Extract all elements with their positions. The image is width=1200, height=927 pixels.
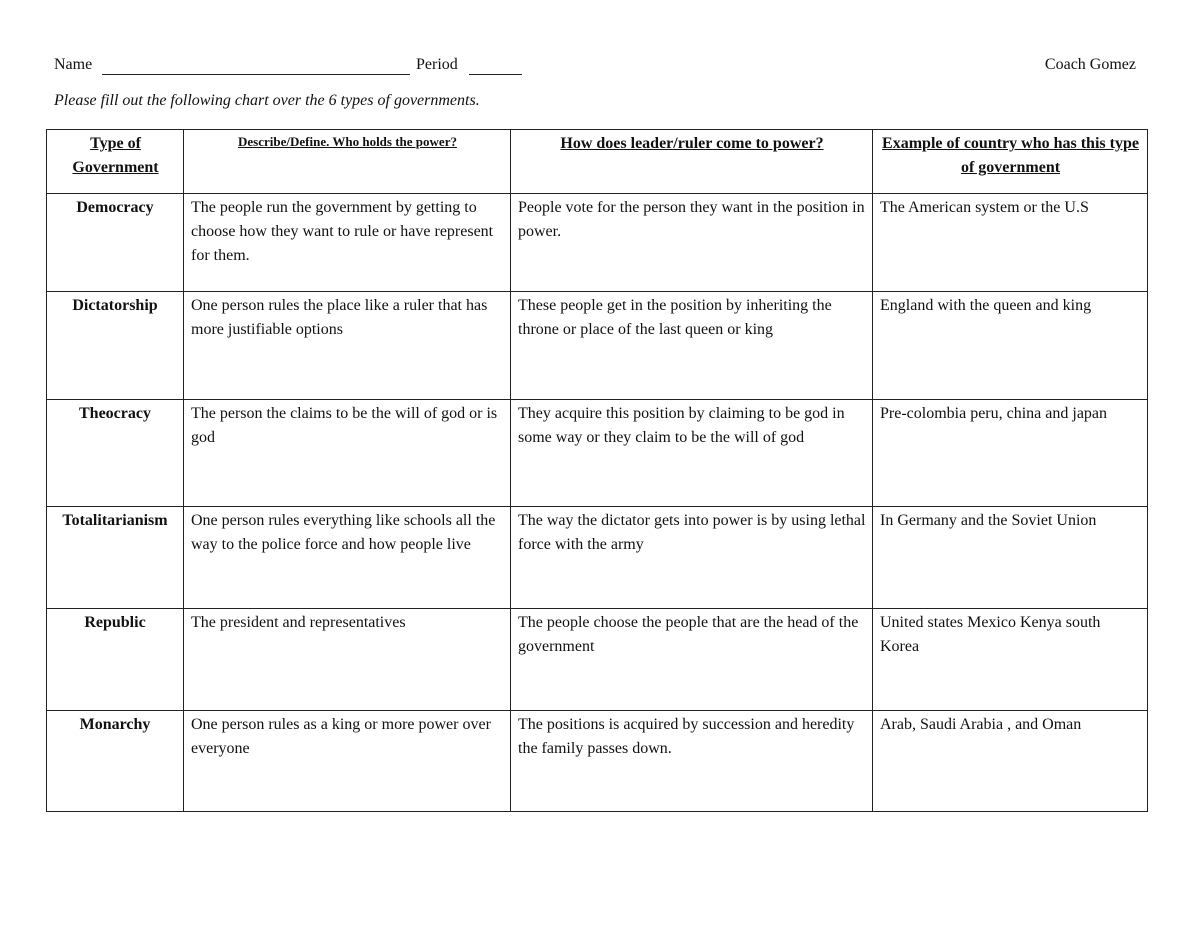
example-cell[interactable]: England with the queen and king — [873, 292, 1148, 400]
define-cell[interactable]: One person rules as a king or more power over everyone — [184, 711, 511, 812]
define-cell[interactable]: The president and representatives — [184, 609, 511, 711]
header-describe-define: Describe/Define. Who holds the power? — [184, 130, 511, 194]
table-row — [47, 711, 1148, 812]
define-cell[interactable]: The people run the government by getting to choose how they want to rule or have represent for them. — [184, 194, 511, 292]
government-chart-table — [46, 129, 1148, 812]
type-cell: Republic — [47, 609, 184, 711]
teacher-name: Coach Gomez — [1044, 56, 1136, 73]
table-row — [47, 609, 1148, 711]
power-cell[interactable]: These people get in the position by inheriting the throne or place of the last queen or king — [511, 292, 873, 400]
example-cell[interactable]: Arab, Saudi Arabia , and Oman — [873, 711, 1148, 812]
power-cell[interactable]: The way the dictator gets into power is by using lethal force with the army — [511, 507, 873, 609]
period-label: Period — [416, 56, 458, 73]
table-row — [47, 194, 1148, 292]
name-blank-line[interactable] — [102, 56, 410, 75]
power-cell[interactable]: The positions is acquired by succession and heredity the family passes down. — [511, 711, 873, 812]
table-row — [47, 507, 1148, 609]
type-cell: Democracy — [47, 194, 184, 292]
worksheet-header — [54, 56, 1136, 78]
header-type-of-government: Type of Government — [47, 130, 184, 194]
name-label: Name — [54, 56, 93, 73]
power-cell[interactable]: They acquire this position by claiming to be god in some way or they claim to be the will of god — [511, 400, 873, 507]
example-cell[interactable]: The American system or the U.S — [873, 194, 1148, 292]
power-cell[interactable]: People vote for the person they want in the position in power. — [511, 194, 873, 292]
define-cell[interactable]: One person rules the place like a ruler that has more justifiable options — [184, 292, 511, 400]
table-header-row — [47, 130, 1148, 194]
power-cell[interactable]: The people choose the people that are the head of the government — [511, 609, 873, 711]
period-blank-line[interactable] — [469, 56, 522, 75]
header-how-to-power: How does leader/ruler come to power? — [511, 130, 873, 194]
type-cell: Dictatorship — [47, 292, 184, 400]
table-row — [47, 292, 1148, 400]
type-cell: Totalitarianism — [47, 507, 184, 609]
table-row — [47, 400, 1148, 507]
type-cell: Theocracy — [47, 400, 184, 507]
example-cell[interactable]: In Germany and the Soviet Union — [873, 507, 1148, 609]
example-cell[interactable]: Pre-colombia peru, china and japan — [873, 400, 1148, 507]
example-cell[interactable]: United states Mexico Kenya south Korea — [873, 609, 1148, 711]
instructions-text: Please fill out the following chart over the 6 types of governments. — [54, 92, 480, 109]
type-cell: Monarchy — [47, 711, 184, 812]
define-cell[interactable]: The person the claims to be the will of god or is god — [184, 400, 511, 507]
define-cell[interactable]: One person rules everything like schools all the way to the police force and how people live — [184, 507, 511, 609]
header-example-country: Example of country who has this type of government — [873, 130, 1148, 194]
